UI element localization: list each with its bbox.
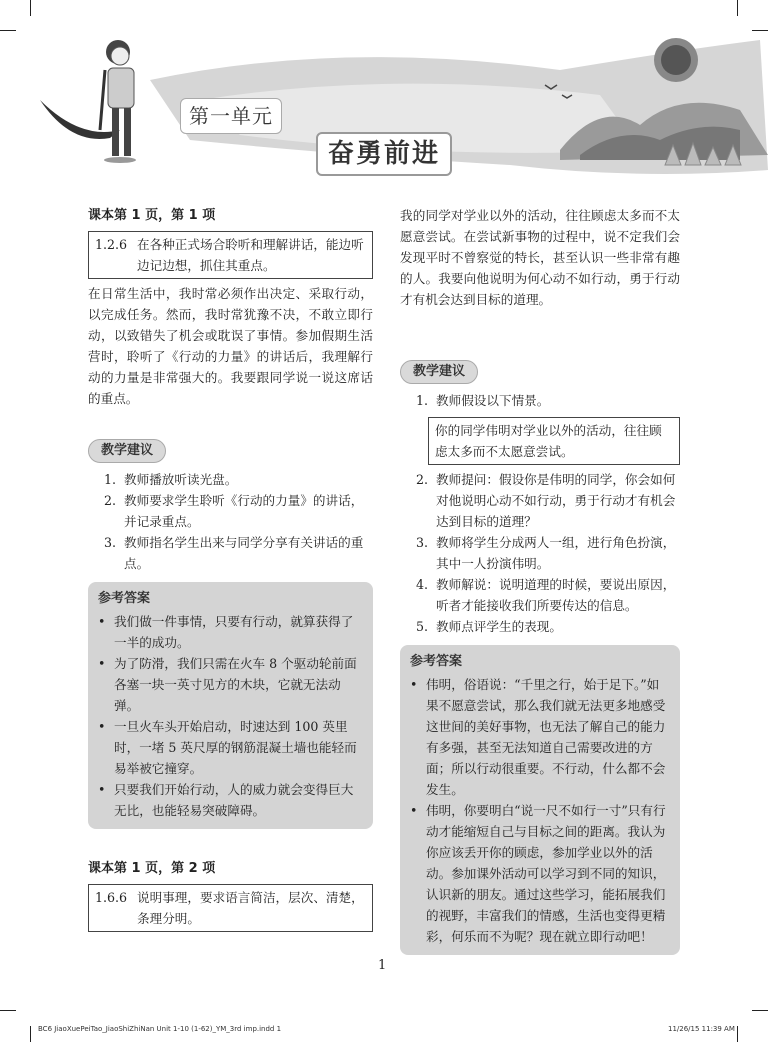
section-heading: 课本第 1 页，第 2 项: [88, 861, 216, 876]
print-file-slug: BC6 JiaoXuePeiTao_JiaoShiZhiNan Unit 1-10 (1-62)_YM_3rd imp.indd 1: [38, 1025, 282, 1033]
reference-answer-title: 参考答案: [410, 654, 463, 669]
right-column: [400, 205, 680, 955]
crop-mark: [30, 1026, 31, 1042]
left-section-2: [88, 858, 373, 936]
list-item: 4. 教师解说：说明道理的时候，要说出原因，听者才能接收我们所要传达的信息。: [415, 577, 676, 613]
print-timestamp: 11/26/15 11:39 AM: [668, 1025, 735, 1033]
teaching-suggestion-label: 教学建议: [88, 439, 166, 463]
reference-answer-box: [400, 645, 680, 955]
unit-title: 奋勇前进: [316, 132, 452, 176]
reference-answer-title: 参考答案: [98, 591, 151, 606]
list-item: 1. 教师播放听读光盘。: [103, 472, 238, 487]
crop-mark: [737, 1026, 738, 1042]
list-item: 2. 教师提问：假设你是伟明的同学，你会如何对他说明心动不如行动，勇于行动才有机会达到目标的道理？: [415, 472, 676, 529]
outcome-text: 说明事理，要求语言简洁，层次、清楚，条理分明。: [137, 890, 364, 926]
scenario-box: 你的同学伟明对学业以外的活动，往往顾虑太多而不太愿意尝试。: [428, 417, 680, 465]
list-item: • 为了防滑，我们只需在火车 8 个驱动轮前面各塞一块一英寸见方的木块，它就无法动弹。: [98, 656, 357, 713]
teaching-steps: [88, 469, 373, 574]
left-column: [88, 205, 373, 829]
outcome-code: 1.6.6: [95, 890, 128, 905]
outcome-code: 1.2.6: [95, 237, 128, 252]
outcome-text: 在各种正式场合聆听和理解讲话，能边听边记边想，抓住其重点。: [137, 237, 364, 273]
list-item: 2. 教师要求学生聆听《行动的力量》的讲话，并记录重点。: [103, 493, 364, 529]
list-item: • 我们做一件事情，只要有行动，就算获得了一半的成功。: [98, 614, 354, 650]
list-item: 3. 教师指名学生出来与同学分享有关讲话的重点。: [103, 535, 364, 571]
boy-figure-icon: [100, 40, 136, 163]
crop-mark: [0, 1010, 16, 1011]
crop-mark: [752, 1010, 768, 1011]
teaching-suggestion-label: 教学建议: [400, 360, 478, 384]
scenario-paragraph: 我的同学对学业以外的活动，往往顾虑太多而不太愿意尝试。在尝试新事物的过程中，说不定我们会发现平时不曾察觉的特长，甚至认识一些非常有趣的人。我要向他说明为何心动不如行动，勇于行动才有机会达到目标的道理。: [400, 208, 680, 307]
crop-mark: [0, 30, 16, 31]
teaching-steps: [400, 469, 680, 637]
crop-mark: [30, 0, 31, 16]
list-item: • 只要我们开始行动，人的威力就会变得巨大无比，也能轻易突破障碍。: [98, 782, 354, 818]
learning-outcome-box: [88, 231, 373, 279]
section-heading: 课本第 1 页，第 1 项: [88, 208, 216, 223]
crop-mark: [737, 0, 738, 16]
teaching-steps: [400, 390, 680, 411]
learning-outcome-box: [88, 884, 373, 932]
list-item: 1. 教师假设以下情景。: [415, 393, 550, 408]
reference-answer-box: [88, 582, 373, 829]
list-item: • 一旦火车头开始启动，时速达到 100 英里时，一堵 5 英尺厚的钢筋混凝土墙也能轻而易举被它撞穿。: [98, 719, 357, 776]
unit-label: 第一单元: [180, 98, 282, 134]
list-item: • 伟明，俗语说：“千里之行，始于足下。”如果不愿意尝试，那么我们就无法更多地感受这世间的美好事物，也无法了解自己的能力有多强，甚至无法知道自己需要改进的方面；所以行动很重要。不行动，什么都不会发生。: [410, 677, 666, 797]
list-item: 3. 教师将学生分成两人一组，进行角色扮演，其中一人扮演伟明。: [415, 535, 676, 571]
page-number: 1: [378, 958, 387, 973]
scenario-paragraph: 在日常生活中，我时常必须作出决定、采取行动，以完成任务。然而，我时常犹豫不决，不敢立即行动，以致错失了机会或耽误了事情。参加假期生活营时，聆听了《行动的力量》的讲话后，我理解行动的力量是非常强大的。我要跟同学说一说这席话的重点。: [88, 286, 373, 406]
list-item: 5. 教师点评学生的表现。: [415, 619, 562, 634]
list-item: • 伟明，你要明白“说一尺不如行一寸”只有行动才能缩短自己与目标之间的距离。我认为你应该丢开你的顾虑，参加学业以外的活动。参加课外活动可以学习到不同的知识，认识新的朋友。通过这些学习，能拓展我们的视野，丰富我们的情感，生活也变得更精彩，何乐而不为呢？现在就立即行动吧！: [410, 803, 666, 944]
